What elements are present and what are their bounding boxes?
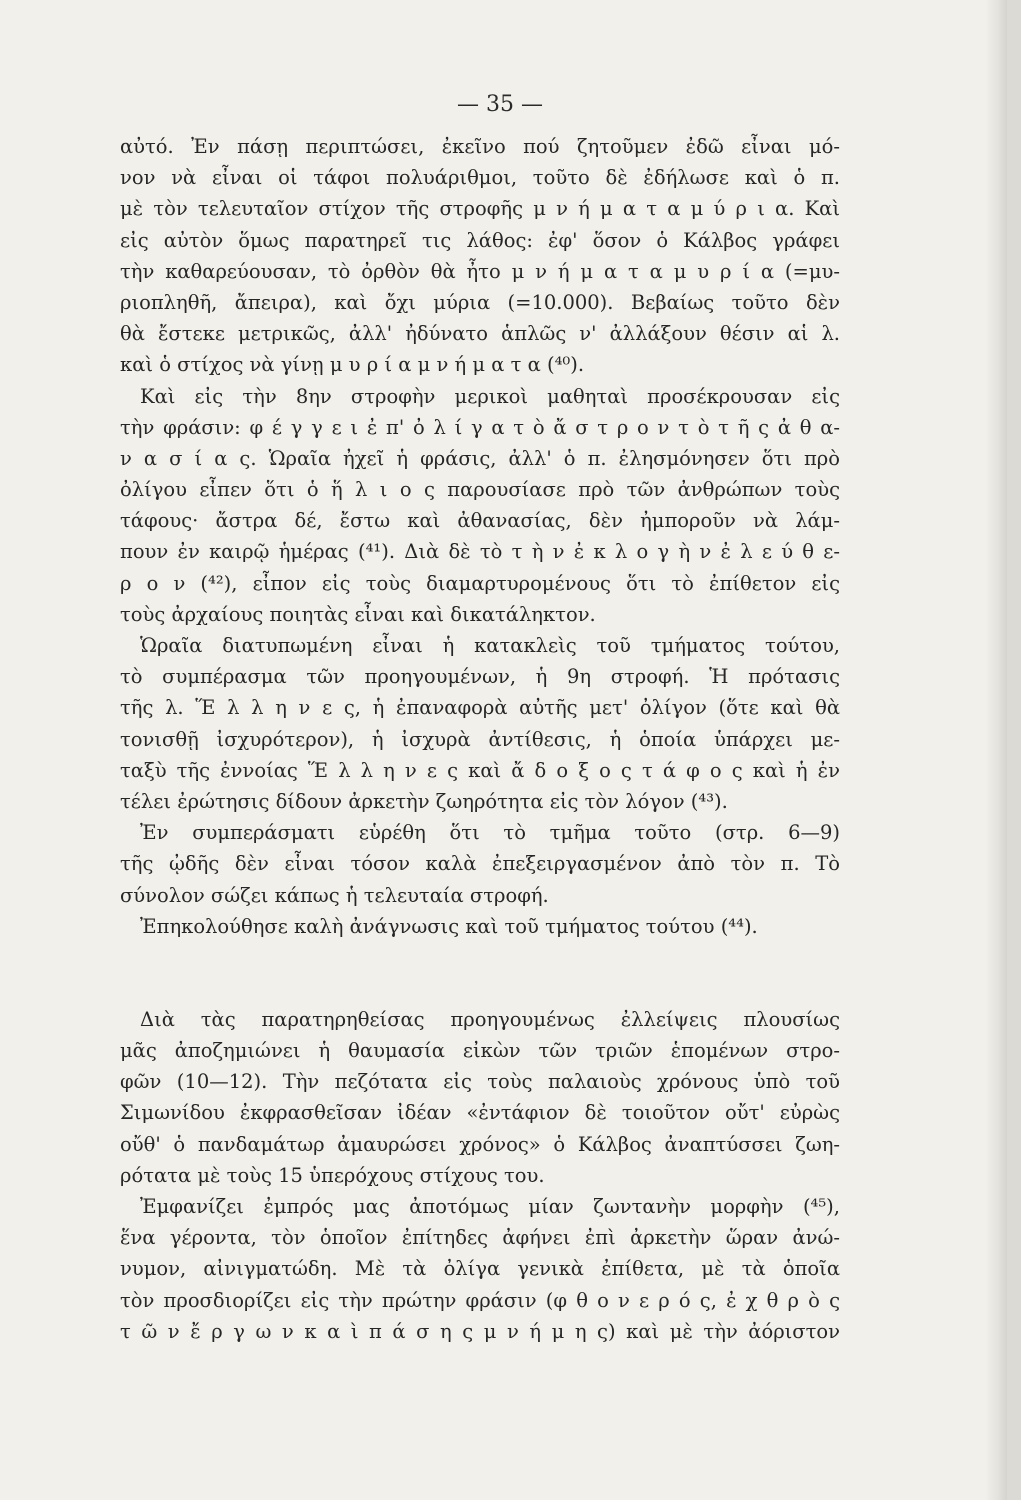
text-line: Ὡραῖα διατυπωμένη εἶναι ἡ κατακλεὶς τοῦ τμήματος τούτου, <box>140 634 840 657</box>
page-edge-shadow <box>985 0 1007 1500</box>
section-gap <box>120 942 840 1004</box>
paragraph-2 <box>120 381 840 631</box>
text-line: καὶ ὁ στίχος νὰ γίνῃ μ υ ρ ί α μ ν ή μ α τ α (⁴⁰). <box>120 353 585 377</box>
text-line: νυμον, αἰνιγματώδη. Μὲ τὰ ὀλίγα γενικὰ ἐπίθετα, μὲ τὰ ὁποῖα <box>120 1257 840 1281</box>
text-line: σύνολον σώζει κάπως ἡ τελευταία στροφή. <box>120 883 549 907</box>
text-line: μᾶς ἀποζημιώνει ἡ θαυμασία εἰκὼν τῶν τριῶν ἑπομένων στρο- <box>120 1039 840 1063</box>
text-line: Καὶ εἰς τὴν 8ην στροφὴν μερικοὶ μαθηταὶ προσέκρουσαν εἰς <box>140 384 840 408</box>
paragraph-1 <box>120 131 840 381</box>
text-line: Σιμωνίδου ἐκφρασθεῖσαν ἰδέαν «ἐντάφιον δὲ τοιοῦτον οὔτ' εὐρὼς <box>120 1101 840 1125</box>
text-line: τῆς ᾠδῆς δὲν εἶναι τόσον καλὰ ἐπεξειργασμένον ἀπὸ τὸν π. Τὸ <box>120 852 840 876</box>
text-line: ριοπληθῆ, ἄπειρα), καὶ ὄχι μύρια (=10.000). Βεβαίως τοῦτο δὲν <box>120 290 840 314</box>
text-line: τὴν φράσιν: φ έ γ γ ε ι ἐ π' ὀ λ ί γ α τ ὸ ἄ σ τ ρ ο ν τ ὸ τ ῆ ς ἀ θ α- <box>120 415 840 439</box>
paragraph-4 <box>120 817 840 911</box>
text-line: τὸν προσδιορίζει εἰς τὴν πρώτην φράσιν (φ θ ο ν ε ρ ό ς, ἐ χ θ ρ ὸ ς <box>120 1288 840 1312</box>
text-line: νον νὰ εἶναι οἱ τάφοι πολυάριθμοι, τοῦτο δὲ ἐδήλωσε καὶ ὁ π. <box>120 166 840 190</box>
text-line: πουν ἐν καιρῷ ἡμέρας (⁴¹). Διὰ δὲ τὸ τ ὴ ν ἐ κ λ ο γ ὴ ν ἐ λ ε ύ θ ε- <box>120 540 840 564</box>
text-line: τέλει ἐρώτησις δίδουν ἀρκετὴν ζωηρότητα εἰς τὸν λόγον (⁴³). <box>120 789 728 813</box>
paragraph-6 <box>120 1004 840 1191</box>
text-line: αὐτό. Ἐν πάσῃ περιπτώσει, ἐκεῖνο πού ζητοῦμεν ἐδῶ εἶναι μό- <box>120 135 840 158</box>
text-line: τὸ συμπέρασμα τῶν προηγουμένων, ἡ 9η στροφή. Ἡ πρότασις <box>120 665 840 689</box>
text-line: θὰ ἔστεκε μετρικῶς, ἀλλ' ἠδύνατο ἁπλῶς ν' ἀλλάξουν θέσιν αἱ λ. <box>120 322 840 346</box>
text-line: τονισθῇ ἰσχυρότερον), ἡ ἰσχυρὰ ἀντίθεσις, ἡ ὁποία ὑπάρχει με- <box>120 727 840 751</box>
page-number: — 35 — <box>457 92 543 117</box>
paragraph-3 <box>120 630 840 817</box>
text-line: ρότατα μὲ τοὺς 15 ὑπερόχους στίχους του. <box>120 1163 545 1187</box>
text-line: ρ ο ν (⁴²), εἶπον εἰς τοὺς διαμαρτυρομένους ὅτι τὸ ἐπίθετον εἰς <box>120 571 840 595</box>
text-line: φῶν (10—12). Τὴν πεζότατα εἰς τοὺς παλαιοὺς χρόνους ὑπὸ τοῦ <box>120 1070 840 1094</box>
text-line: τάφους· ἄστρα δέ, ἔστω καὶ ἀθανασίας, δὲν ἠμποροῦν νὰ λάμ- <box>120 509 840 533</box>
text-line: ν α σ ί α ς. Ὡραῖα ἠχεῖ ἡ φράσις, ἀλλ' ὁ π. ἐλησμόνησεν ὅτι πρὸ <box>120 446 840 470</box>
text-line: τῆς λ. Ἕ λ λ η ν ε ς, ἡ ἐπαναφορὰ αὐτῆς μετ' ὀλίγον (ὅτε καὶ θὰ <box>120 696 840 720</box>
text-line: Ἐπηκολούθησε καλὴ ἀνάγνωσις καὶ τοῦ τμήματος τούτου (⁴⁴). <box>140 914 758 938</box>
text-line: εἰς αὐτὸν ὅμως παρατηρεῖ τις λάθος: ἐφ' ὅσον ὁ Κάλβος γράφει <box>120 228 840 252</box>
text-line: τὴν καθαρεύουσαν, τὸ ὀρθὸν θὰ ἦτο μ ν ή μ α τ α μ υ ρ ί α (=μυ- <box>120 259 840 283</box>
body-text <box>120 131 840 1347</box>
text-line: μὲ τὸν τελευταῖον στίχον τῆς στροφῆς μ ν ή μ α τ α μ ύ ρ ι α. Καὶ <box>120 197 840 221</box>
text-line: τ ῶ ν ἔ ρ γ ω ν κ α ὶ π ά σ η ς μ ν ή μ η ς) καὶ μὲ τὴν ἀόριστον <box>120 1319 840 1343</box>
text-line: ταξὺ τῆς ἐννοίας Ἕ λ λ η ν ε ς καὶ ἄ δ ο ξ ο ς τ ά φ ο ς καὶ ἡ ἐν <box>120 758 840 782</box>
text-line: Ἐμφανίζει ἐμπρός μας ἀποτόμως μίαν ζωντανὴν μορφὴν (⁴⁵), <box>140 1195 840 1218</box>
text-line: ἕνα γέροντα, τὸν ὁποῖον ἐπίτηδες ἀφήνει ἐπὶ ἀρκετὴν ὥραν ἀνώ- <box>120 1226 840 1250</box>
paragraph-7 <box>120 1191 840 1347</box>
text-line: ὀλίγου εἶπεν ὅτι ὁ ἥ λ ι ο ς παρουσίασε πρὸ τῶν ἀνθρώπων τοὺς <box>120 478 840 502</box>
paragraph-5 <box>120 911 840 942</box>
text-line: τοὺς ἀρχαίους ποιητὰς εἶναι καὶ δικατάληκτον. <box>120 602 596 626</box>
text-line: Διὰ τὰς παρατηρηθείσας προηγουμένως ἐλλείψεις πλουσίως <box>140 1007 840 1031</box>
text-line: οὔθ' ὁ πανδαμάτωρ ἀμαυρώσει χρόνος» ὁ Κάλβος ἀναπτύσσει ζωη- <box>120 1132 840 1156</box>
text-line: Ἐν συμπεράσματι εὑρέθη ὅτι τὸ τμῆμα τοῦτο (στρ. 6—9) <box>140 821 840 845</box>
